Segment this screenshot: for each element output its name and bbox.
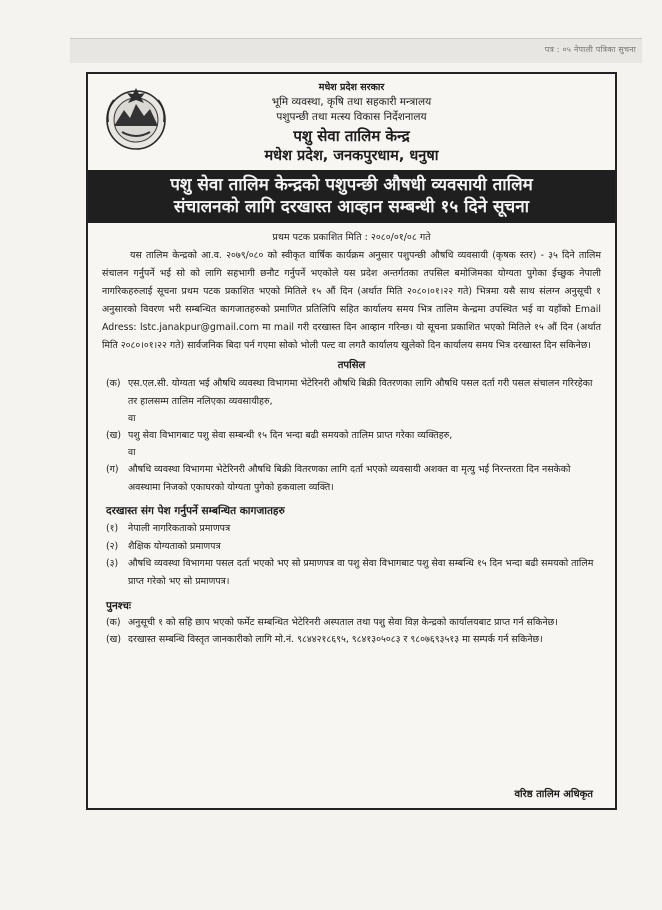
newspaper-top-strip [70, 38, 642, 63]
item-text: औषधि व्यवस्था विभागमा भेटेरिनरी औषधि बिक्री वितरणका लागि दर्ता भएको व्यवसायी अशक्त वा मृत्यु भई निरन्तरता दिन नसकेको अवस्थामा निजको एकाघरको योग्यता पुगेको हकवाला व्यक्ति। [128, 463, 571, 493]
note-heading: पुनश्चः [106, 599, 132, 612]
item-text: पशु सेवा विभागबाट पशु सेवा सम्बन्धी १५ दिन भन्दा बढी समयको तालिम प्राप्त गरेका व्यक्तिहरु, [128, 429, 453, 441]
office-header [106, 82, 597, 165]
intro-paragraph: यस तालिम केन्द्रको आ.व. २०७९/०८० को स्वीकृत वार्षिक कार्यक्रम अनुसार पशुपन्छी औषधि व्यवसायी (कृषक स्तर) - ३५ दिने तालिम संचालन गर्नुपर्ने भई सो को लागि सहभागी छनौट गर्नुपर्ने भएकोले यस प्रदेश अन्तर्गतका तपसिल बमोजिमका योग्यता पुगेका ईच्छुक नेपाली नागरिकहरुलाई सूचना प्रथम पटक प्रकाशित भएको मितिले १५ औं दिन (अर्थात मिति २०८०।०१।२२ गते) भित्रमा यसै साथ संलग्न अनुसूची १ अनुसारको विवरण भरी सम्बन्धित कागजातहरुको प्रमाणित प्रतिलिपि सहित कार्यालय समय भित्र तालिम केन्द्रमा उपस्थित भई वा यहाँको Email Adress: lstc.janakpur@gmail.com मा mail गरी दरखास्त दिन आव्हान गरिन्छ। यो सूचना प्रकाशित भएको मितिले १५ औं दिन (अर्थात मिति २०८०।०१।२२ गते) सार्वजनिक बिदा पर्न गएमा सोको भोली पल्ट वा लगतै कार्यालय खुलेको दिन कार्यालय समय भित्र दरखास्त दिन सकिनेछ। [102, 249, 601, 351]
tapasil-heading: तपसिल [337, 359, 366, 371]
list-item [106, 631, 597, 648]
notice-sheet [86, 72, 617, 810]
ministry-name: भूमि व्यवस्था, कृषि तथा सहकारी मन्त्रालय [271, 96, 432, 109]
nepal-government-emblem-icon [100, 82, 172, 154]
or-separator: वा [128, 446, 136, 458]
item-marker: (१) [106, 523, 119, 535]
notice-title [88, 170, 615, 223]
item-text: दरखास्त सम्बन्धि विस्तृत जानकारीको लागि मो.नं. ९८४४२१८६९५, ९८४१३०५०८३ र ९८०७६९३५१३ मा सम्पर्क गर्न सकिनेछ। [128, 634, 543, 646]
signatory-title: वरिष्ठ तालिम अधिकृत [514, 789, 593, 800]
item-marker: (ख) [106, 634, 121, 646]
item-marker: (२) [106, 540, 119, 552]
list-item [106, 520, 597, 537]
list-item [106, 555, 597, 590]
list-item [106, 614, 597, 631]
clipping-corner-text: पत्र : ०५ नेपाली पत्रिका सुचना [544, 45, 636, 54]
or-separator: वा [128, 412, 136, 424]
item-marker: (ख) [106, 429, 121, 441]
notes-list [106, 614, 597, 649]
item-marker: (३) [106, 558, 119, 570]
office-name: पशु सेवा तालिम केन्द्र [293, 126, 410, 145]
item-text: एस.एल.सी. योग्यता भई औषधि व्यवस्था विभागमा भेटेरिनरी औषधि बिक्री वितरणका लागि औषधि पसल दर्ता गरी पसल संचालन गरिरहेका तर हालसम्म तालिम नलिएका व्यवसायीहरु, [128, 377, 593, 407]
list-item [106, 538, 597, 555]
list-item [106, 461, 597, 497]
list-item [106, 375, 597, 411]
title-line-1: पशु सेवा तालिम केन्द्रको पशुपन्छी औषधी व्यवसायी तालिम [170, 174, 533, 195]
directorate-name: पशुपन्छी तथा मत्स्य विकास निर्देशनालय [276, 110, 427, 123]
documents-list [106, 520, 597, 590]
list-item [106, 427, 597, 445]
documents-heading: दरखास्त संग पेश गर्नुपर्ने सम्बन्धित कागजातहरु [106, 505, 285, 518]
title-line-2: संचालनको लागि दरखास्त आव्हान सम्बन्धी १५ दिने सूचना [173, 197, 530, 218]
item-text: नेपाली नागरिकताको प्रमाणपत्र [128, 523, 231, 535]
eligibility-list [106, 375, 597, 496]
publication-date: प्रथम पटक प्रकाशित मिति : २०८०/०१/०८ गते [272, 231, 431, 243]
government-name: मधेश प्रदेश सरकार [318, 82, 385, 93]
item-text: शैक्षिक योग्यताको प्रमाणपत्र [128, 540, 221, 552]
item-text: औषधि व्यवस्था विभागमा पसल दर्ता भएको भए सो प्रमाणपत्र वा पशु सेवा विभागबाट पशु सेवा सम्बन्धि १५ दिन भन्दा बढी समयको तालिम प्राप्त गरेको भए सो प्रमाणपत्र। [128, 558, 594, 587]
office-address: मधेश प्रदेश, जनकपुरधाम, धनुषा [264, 147, 439, 164]
item-text: अनुसूची १ को सहि छाप भएको फर्मेट सम्बन्धित भेटेरिनरी अस्पताल तथा पशु सेवा विज्ञ केन्द्रको कार्यालयबाट प्राप्त गर्न सकिनेछ। [128, 616, 558, 628]
item-marker: (क) [106, 616, 121, 628]
item-marker: (क) [106, 377, 121, 389]
item-marker: (ग) [106, 463, 119, 475]
